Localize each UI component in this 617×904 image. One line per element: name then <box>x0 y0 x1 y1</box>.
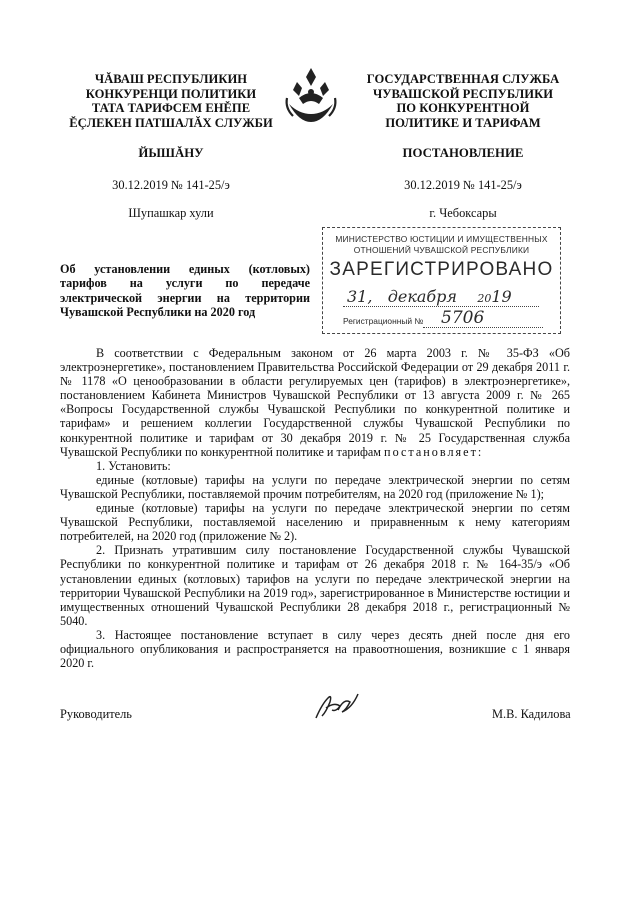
place-chuvash: Шупашкар хули <box>128 206 214 220</box>
header-right-russian <box>352 72 574 130</box>
document-body <box>60 346 570 670</box>
stamp-year-prefix: 20 <box>477 292 492 305</box>
header-left-line: ĔÇЛЕКЕН ПАТШАЛĂХ СЛУЖБИ <box>69 115 273 130</box>
stamp-ministry-line2: ОТНОШЕНИЙ ЧУВАШСКОЙ РЕСПУБЛИКИ <box>353 245 530 255</box>
doc-type-chuvash: ЙЫШĂНУ <box>138 146 204 160</box>
stamp-month: декабря <box>387 287 458 306</box>
decree-word: постановляет: <box>384 444 484 459</box>
body-item-2: 2. Признать утратившим силу постановление Государственной службы Чувашской Республики по конкурентной политике и тарифам от 26 декабря 2018 г. № 164-35/э «Об установлении единых (котловых) тарифов на услуги по передаче электрической энергии на территории Чувашской Республики на 2019 год», зарегистрированное в Министерстве юстиции и имущественных отношений Чувашской Республики 28 декабря 2018 г., регистрационный № 5040. <box>60 543 570 628</box>
registration-stamp <box>322 227 561 334</box>
place-russian: г. Чебоксары <box>429 206 497 220</box>
header-left-chuvash <box>60 72 282 130</box>
handwritten-signature <box>312 688 364 722</box>
stamp-year: 19 <box>491 287 512 306</box>
body-item-1a: единые (котловые) тарифы на услуги по передаче электрической энергии по сетям Чувашской Республики, поставляемой прочим потребителям, на 2020 год (приложение № 1); <box>60 472 570 501</box>
body-item-1: 1. Установить: <box>96 458 171 473</box>
stamp-reg-number: 5706 <box>441 308 485 328</box>
header-left-line: КОНКУРЕНЦИ ПОЛИТИКИ <box>85 86 257 101</box>
header-right-line: ГОСУДАРСТВЕННАЯ СЛУЖБА <box>366 72 560 86</box>
signatory-role: Руководитель <box>60 707 132 721</box>
document-subject: Об установлении единых (котловых) тарифов на услуги по передаче электрической энергии на территории Чувашской Республики на 2020 год <box>60 262 310 320</box>
header-left-line: ЧĂВАШ РЕСПУБЛИКИН <box>94 72 248 86</box>
body-item-3: 3. Настоящее постановление вступает в силу через десять дней после дня его официального опубликования и распространяется на правоотношения, возникшие с 1 января 2020 г. <box>60 627 570 671</box>
stamp-date: 31, декабря 2019 <box>347 287 512 306</box>
signatory-name: М.В. Кадилова <box>492 707 571 721</box>
doc-number-right: 30.12.2019 № 141-25/э <box>404 178 522 192</box>
doc-type-russian: ПОСТАНОВЛЕНИЕ <box>402 146 524 160</box>
body-preamble: В соответствии с Федеральным законом от 26 марта 2003 г. № 35-ФЗ «Об электроэнергетике», постановлением Правительства Российской Федерации от 29 декабря 2011 г. № 1178 «О ценообразовании в области регулируемых цен (тарифов) в электроэнергетике», постановлением Кабинета Министров Чувашской Республики от 13 августа 2009 г. № 265 «Вопросы Государственной службы Чувашской Республики по конкурентной политике и тарифам» и решением коллегии Государственной службы Чувашской Республики по конкурентной политике и тарифам от 30 декабря 2019 г. № 25 Государственная служба Чувашской Республики по конкурентной политике и тарифам постановляет: <box>60 346 570 459</box>
stamp-day: 31 <box>347 287 368 306</box>
stamp-title: ЗАРЕГИСТРИРОВАНО <box>329 259 554 280</box>
header-left-line: ТАТА ТАРИФСЕМ ЕНĚПЕ <box>91 101 251 116</box>
stamp-date-underline <box>343 306 539 307</box>
stamp-reg-label: Регистрационный № <box>343 316 424 326</box>
chuvash-emblem-icon <box>279 64 343 128</box>
header-right-line: ПО КОНКУРЕНТНОЙ <box>396 101 530 116</box>
doc-number-left: 30.12.2019 № 141-25/э <box>112 178 230 192</box>
body-item-1b: единые (котловые) тарифы на услуги по передаче электрической энергии по сетям Чувашской Республики, поставляемой населению и приравненным к нему категориям потребителей, на 2020 год (приложение № 2). <box>60 501 570 544</box>
stamp-number-underline <box>423 327 543 328</box>
stamp-ministry-line1: МИНИСТЕРСТВО ЮСТИЦИИ И ИМУЩЕСТВЕННЫХ <box>335 234 548 244</box>
header-right-line: ЧУВАШСКОЙ РЕСПУБЛИКИ <box>372 86 553 101</box>
header-right-line: ПОЛИТИКЕ И ТАРИФАМ <box>385 115 541 130</box>
